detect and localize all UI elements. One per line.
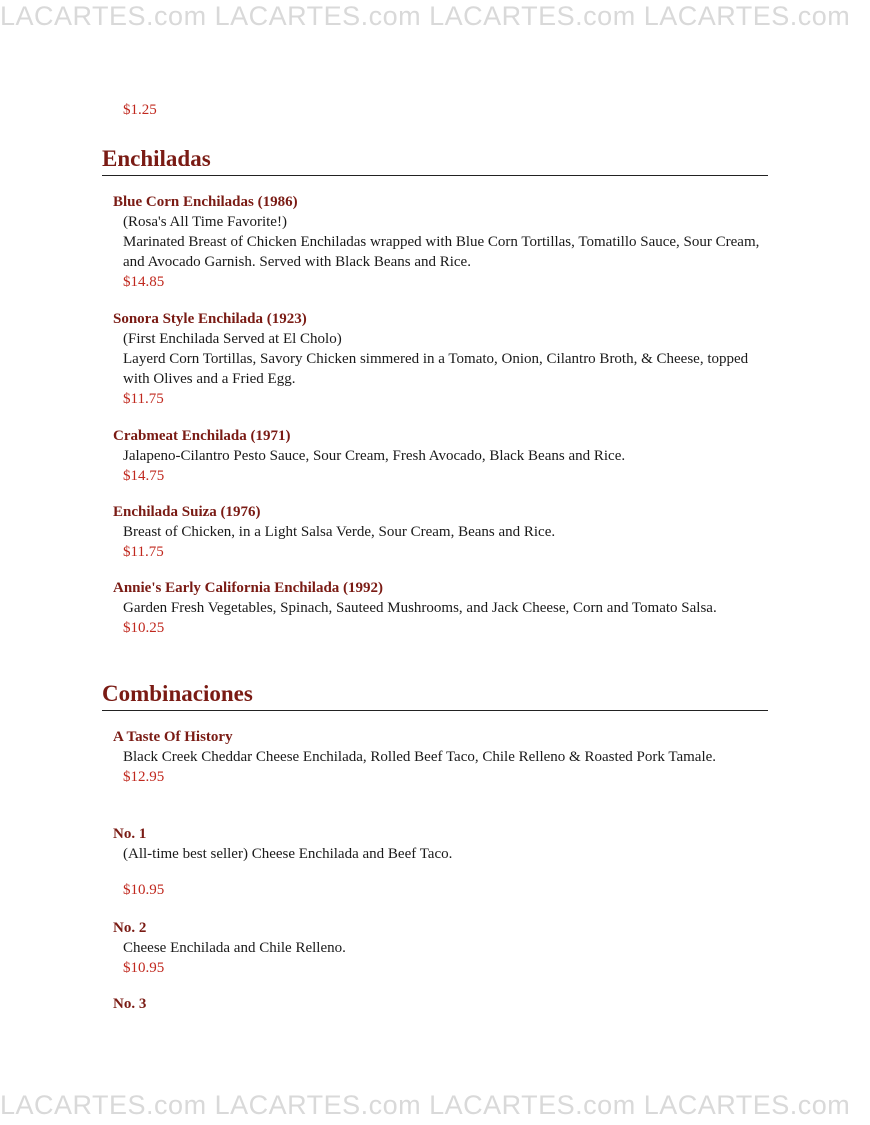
menu-item [113,994,773,1014]
item-name: No. 3 [113,996,147,1012]
menu-item [113,309,773,409]
item-name: Annie's Early California Enchilada (1992) [113,580,384,596]
watermark-top: LACARTES.com LACARTES.com LACARTES.com LACARTES.com [0,1,851,31]
item-description: Layerd Corn Tortillas, Savory Chicken simmered in a Tomato, Onion, Cilantro Broth, & Cheese, topped with Olives and a Fried Egg. [123,351,749,387]
menu-item [113,727,773,787]
item-note: (Rosa's All Time Favorite!) [123,214,287,230]
item-description: Jalapeno-Cilantro Pesto Sauce, Sour Cream, Fresh Avocado, Black Beans and Rice. [123,448,626,464]
item-name: Sonora Style Enchilada (1923) [113,311,307,327]
item-description: Breast of Chicken, in a Light Salsa Verde, Sour Cream, Beans and Rice. [123,524,556,540]
item-price: $10.95 [123,882,165,898]
menu-item [113,578,773,638]
item-price: $14.75 [123,468,165,484]
item-price: $1.25 [123,102,157,118]
item-price: $12.95 [123,769,165,785]
section-title-enchiladas: Enchiladas [102,144,768,176]
item-price: $11.75 [123,544,164,560]
item-name: Crabmeat Enchilada (1971) [113,428,291,444]
item-price: $10.25 [123,620,165,636]
menu-item [113,824,773,900]
section-title-combinaciones: Combinaciones [102,679,768,711]
item-description: Black Creek Cheddar Cheese Enchilada, Rolled Beef Taco, Chile Relleno & Roasted Pork Tamale. [123,749,717,765]
item-description: Cheese Enchilada and Chile Relleno. [123,940,346,956]
item-description: Garden Fresh Vegetables, Spinach, Sauteed Mushrooms, and Jack Cheese, Corn and Tomato Salsa. [123,600,717,616]
item-price: $11.75 [123,391,164,407]
item-price: $10.95 [123,960,165,976]
watermark-bottom: LACARTES.com LACARTES.com LACARTES.com LACARTES.com [0,1090,851,1120]
menu-item [113,502,773,562]
item-name: No. 2 [113,920,147,936]
item-description: Marinated Breast of Chicken Enchiladas wrapped with Blue Corn Tortillas, Tomatillo Sauce, Sour Cream, and Avocado Garnish. Served with Black Beans and Rice. [123,234,760,270]
item-name: Blue Corn Enchiladas (1986) [113,194,298,210]
menu-item [113,192,773,292]
menu-item [113,426,773,486]
item-price: $14.85 [123,274,165,290]
item-note: (First Enchilada Served at El Cholo) [123,331,342,347]
item-name: A Taste Of History [113,729,233,745]
item-description: (All-time best seller) Cheese Enchilada and Beef Taco. [123,846,453,862]
item-name: No. 1 [113,826,147,842]
menu-item [113,918,773,978]
item-name: Enchilada Suiza (1976) [113,504,261,520]
